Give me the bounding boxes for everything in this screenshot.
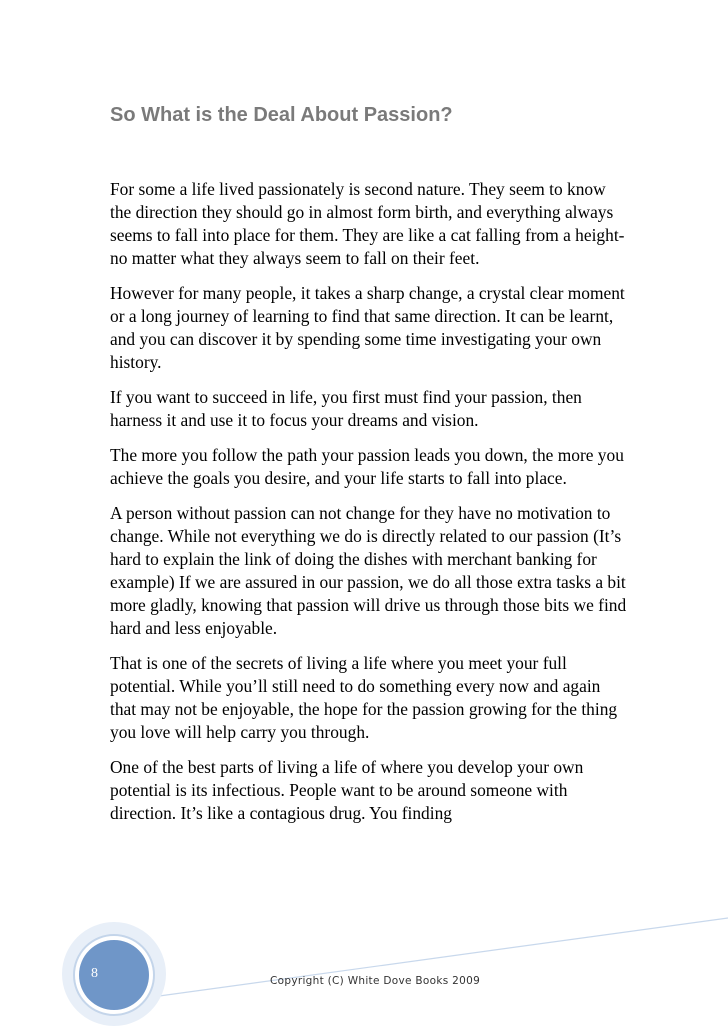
paragraph: One of the best parts of living a life of where you develop your own potential is its infectious. People want to be around someone with direction. It’s like a contagious drug. You finding bbox=[110, 757, 584, 823]
paragraph: If you want to succeed in life, you first must find your passion, then harness it and use it to focus your dreams and vision. bbox=[110, 387, 582, 430]
paragraph: However for many people, it takes a sharp change, a crystal clear moment or a long journey of learning to find that same direction. It can be learnt, and you can discover it by spending some time investigating your own history. bbox=[110, 283, 625, 372]
paragraph: That is one of the secrets of living a life where you meet your full potential. While you’ll still need to do something every now and again that may not be enjoyable, the hope for the passion growing for the thing you love will help carry you through. bbox=[110, 653, 618, 742]
copyright-notice: Copyright (C) White Dove Books 2009 bbox=[270, 975, 481, 987]
paragraph: A person without passion can not change for they have no motivation to change. While not everything we do is directly related to our passion (It’s hard to explain the link of doing the dishes with merchant banking for example) If we are assured in our passion, we do all those extra tasks a bit more gladly, knowing that passion will drive us through those bits we find hard and less enjoyable. bbox=[110, 503, 627, 638]
page-heading: So What is the Deal About Passion? bbox=[110, 104, 453, 126]
page-number-badge bbox=[79, 940, 149, 1010]
page-number: 8 bbox=[91, 966, 98, 981]
paragraph: For some a life lived passionately is second nature. They seem to know the direction they should go in almost form birth, and everything always seems to fall into place for them. They are like a cat falling from a height- no matter what they always seem to fall on their feet. bbox=[110, 179, 625, 268]
paragraph: The more you follow the path your passion leads you down, the more you achieve the goals you desire, and your life starts to fall into place. bbox=[110, 445, 624, 488]
